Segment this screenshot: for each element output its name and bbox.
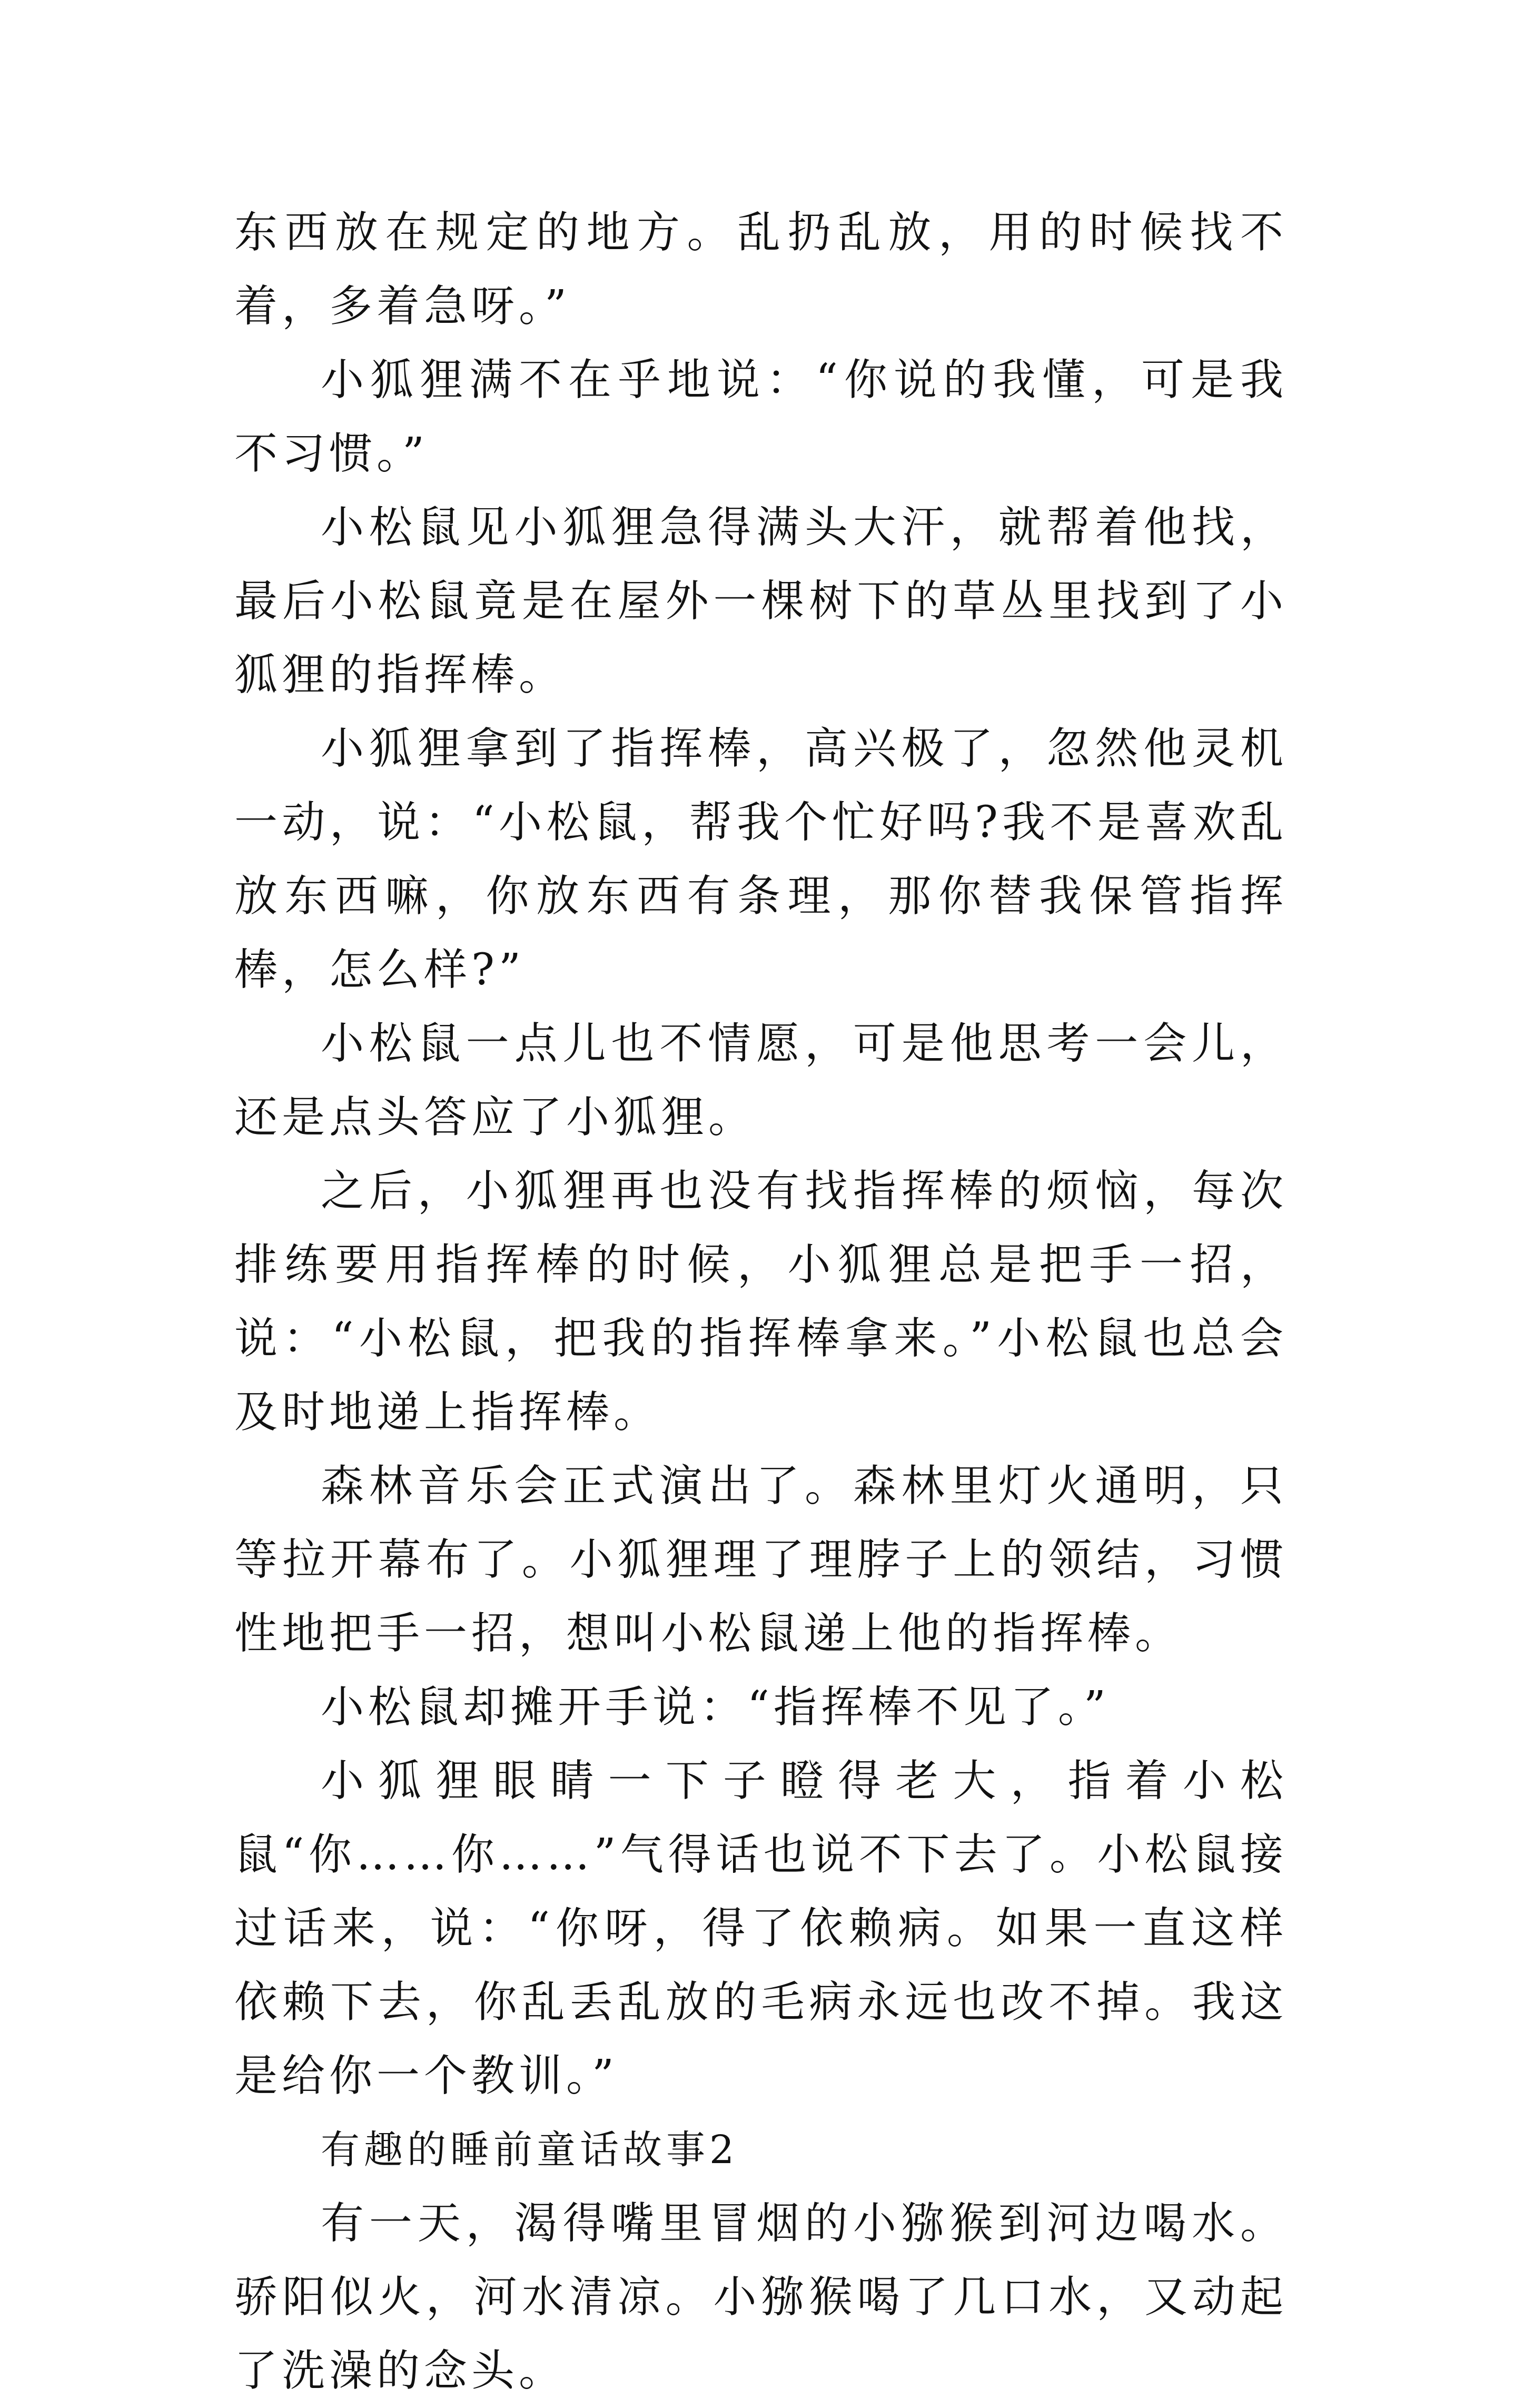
document-body — [234, 196, 1288, 2408]
paragraph: 小松鼠见小狐狸急得满头大汗，就帮着他找，最后小松鼠竟是在屋外一棵树下的草丛里找到了小狐狸的指挥棒。 — [234, 502, 1288, 700]
paragraph-continuation: 东西放在规定的地方。乱扔乱放，用的时候找不着，多着急呀。” — [234, 208, 1288, 331]
paragraph: 之后，小狐狸再也没有找指挥棒的烦恼，每次排练要用指挥棒的时候，小狐狸总是把手一招，说：“小松鼠，把我的指挥棒拿来。”小松鼠也总会及时地递上指挥棒。 — [234, 1166, 1288, 1437]
paragraph: 小狐狸满不在乎地说：“你说的我懂，可是我不习惯。” — [234, 355, 1288, 479]
section-heading: 有趣的睡前童话故事2 — [321, 2127, 739, 2173]
paragraph: 小松鼠却摊开手说：“指挥棒不见了。” — [321, 1682, 1110, 1732]
paragraph: 小松鼠一点儿也不情愿，可是他思考一会儿，还是点头答应了小狐狸。 — [234, 1019, 1288, 1142]
paragraph: 小狐狸眼睛一下子瞪得老大，指着小松鼠“你……你……”气得话也说不下去了。小松鼠接过话来，说：“你呀，得了依赖病。如果一直这样依赖下去，你乱丢乱放的毛病永远也改不掉。我这是给你一个教训。” — [234, 1756, 1288, 2101]
paragraph: 森林音乐会正式演出了。森林里灯火通明，只等拉开幕布了。小狐狸理了理脖子上的领结，习惯性地把手一招，想叫小松鼠递上他的指挥棒。 — [234, 1461, 1288, 1659]
paragraph: 小狐狸拿到了指挥棒，高兴极了，忽然他灵机一动，说：“小松鼠，帮我个忙好吗?我不是喜欢乱放东西嘛，你放东西有条理，那你替我保管指挥棒，怎么样?” — [234, 724, 1288, 995]
paragraph: 有一天，渴得嘴里冒烟的小猕猴到河边喝水。骄阳似火，河水清凉。小猕猴喝了几口水，又动起了洗澡的念头。 — [234, 2198, 1288, 2396]
